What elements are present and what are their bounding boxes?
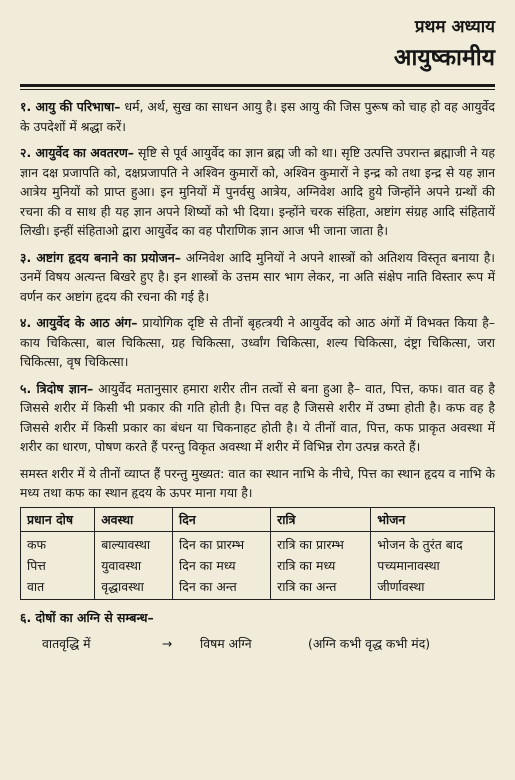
arrow-icon: → [162, 635, 173, 651]
table-header-cell: अवस्था [95, 507, 173, 532]
agni-type: विषम अग्नि [200, 635, 252, 651]
cell-line: युवावस्था [101, 558, 142, 573]
chapter-title: आयुष्कामीय [393, 45, 495, 71]
cell-line: पित्त [27, 558, 46, 573]
section-text: सृष्टि से पूर्व आयुर्वेद का ज्ञान ब्रह्म जी को था। सृष्टि उत्पत्ति उपरान्त ब्रह्माजी ने यह ज्ञान दक्ष प्रजापति को, दक्षप्रजापति ने अश्विन कुमारों को, अश्विन कुमारों ने इन्द्र को तथा इन्द्र से यह ज्ञान आत्रेय मुनियों को प्राप्त हुआ। इन मुनियों में पुनर्वसु आत्रेय, अग्निवेश आदि हुये जिन्होंने अपने ग्रन्थों की रचना की व साथ ही यह ज्ञान अपने शिष्यों को भी दिया। इन्होंने चरक संहिता, अष्टांग संग्रह आदि संहितायें लिखी। इन्हीं संहिताओ द्वारा आयुर्वेद का वह पौराणिक ज्ञान आज भी जाना जाता है। [20, 145, 495, 238]
section-5 [20, 379, 495, 457]
cell-line: वात [27, 579, 45, 594]
table-header-cell: भोजन [371, 507, 495, 532]
header-rule [20, 84, 495, 87]
table-cell-day [173, 532, 271, 600]
section-text: धर्म, अर्थ, सुख का साधन आयु है। इस आयु की जिस पुरूष को चाह हो वह आयुर्वेद के उपदेशों में श्रद्धा करें। [20, 99, 496, 134]
header-rule-thin [20, 89, 495, 90]
section-heading: ५. त्रिदोष ज्ञान– [20, 380, 94, 396]
chapter-header [394, 16, 495, 72]
cell-line: वृद्धावस्था [101, 579, 144, 594]
cell-line: कफ [27, 537, 47, 552]
dosha-table [20, 507, 495, 601]
section-6 [20, 608, 495, 653]
table-cell-night [271, 532, 371, 600]
section-heading: ४. आयुर्वेद के आठ अंग– [20, 315, 138, 330]
table-cell-dosha [21, 532, 95, 600]
cell-line: पच्यमानावस्था [377, 558, 440, 573]
section-heading: ३. अष्टांग हृदय बनाने का प्रयोजन– [20, 249, 181, 265]
cell-line: रात्रि का अन्त [277, 579, 337, 594]
chapter-number: प्रथम अध्याय [414, 17, 495, 37]
table-header-row [21, 507, 495, 532]
agni-relation-row [20, 634, 495, 654]
table-header-cell: प्रधान दोष [21, 507, 95, 532]
table-row [21, 532, 495, 600]
section-heading: १. आयु की परिभाषा– [20, 99, 121, 114]
cell-line: रात्रि का प्रारम्भ [277, 537, 344, 552]
agni-note: (अग्नि कभी वृद्ध कभी मंद) [308, 635, 431, 651]
section-1 [20, 97, 495, 136]
section-text: अग्निवेश आदि मुनियों ने अपने शास्त्रों को अतिशय विस्तृत बनाया है। उनमें विषय अत्यन्त बिखरे हुए है। इन शास्त्रों के उत्तम सार भाग लेकर, ना अति संक्षेप नाति विस्तार रूप में वर्णन कर अष्टांग हृदय की रचना की गई है। [20, 249, 495, 304]
cell-line: दिन का मध्य [179, 558, 236, 573]
cell-line: बाल्यावस्था [101, 537, 151, 552]
cell-line: दिन का प्रारम्भ [179, 537, 245, 552]
table-header-cell: दिन [173, 507, 271, 532]
section-3 [20, 248, 495, 307]
section-text: समस्त शरीर में ये तीनों व्याप्त हैं परन्तु मुख्यत: वात का स्थान नाभि के नीचे, पित्त का स्थान हृदय व नाभि के मध्य तथा कफ का स्थान हृदय के ऊपर माना गया है। [20, 465, 495, 500]
cell-line: रात्रि का मध्य [277, 558, 336, 573]
table-cell-stage [95, 532, 173, 600]
section-5-continued [20, 464, 495, 503]
section-2 [20, 143, 495, 241]
cell-line: भोजन के तुरंत बाद [377, 537, 463, 552]
section-heading: २. आयुर्वेद का अवतरण– [20, 145, 134, 160]
section-4 [20, 313, 495, 372]
table-cell-meal [371, 532, 495, 600]
chapter-body [20, 97, 495, 653]
cell-line: जीर्णावस्था [377, 579, 425, 594]
section-text: आयुर्वेद मतानुसार हमारा शरीर तीन तत्वों से बना हुआ है– वात, पित्त, कफ। वात वह है जिससे शरीर में किसी भी प्रकार की गति होती है। पित्त वह है जिससे शरीर में उष्मा होती है। कफ वह है जिससे शरीर में किसी प्रकार का बंधन या चिकनाहट होती है। ये तीनों वात, पित्त, कफ प्राकृत अवस्था में शरीर का धारण, पोषण करते हैं परन्तु विकृत अवस्था में शरीर में विभिन्न रोग उत्पन्न करते हैं। [20, 380, 495, 454]
cell-line: दिन का अन्त [179, 579, 237, 594]
section-text: प्रायोगिक दृष्टि से तीनों बृहत्त्रयी ने आयुर्वेद को आठ अंगों में विभक्त किया है– काय चिकित्सा, बाल चिकित्सा, ग्रह चिकित्सा, उर्ध्वांग चिकित्सा, शल्य चिकित्सा, दंष्ट्रा चिकित्सा, जरा चिकित्सा, वृष चिकित्सा। [20, 315, 495, 369]
table-header-cell: रात्रि [271, 507, 371, 532]
dosha-state: वातवृद्धि में [42, 635, 91, 651]
section-heading: ६. दोषों का अग्नि से सम्बन्ध– [20, 610, 154, 625]
